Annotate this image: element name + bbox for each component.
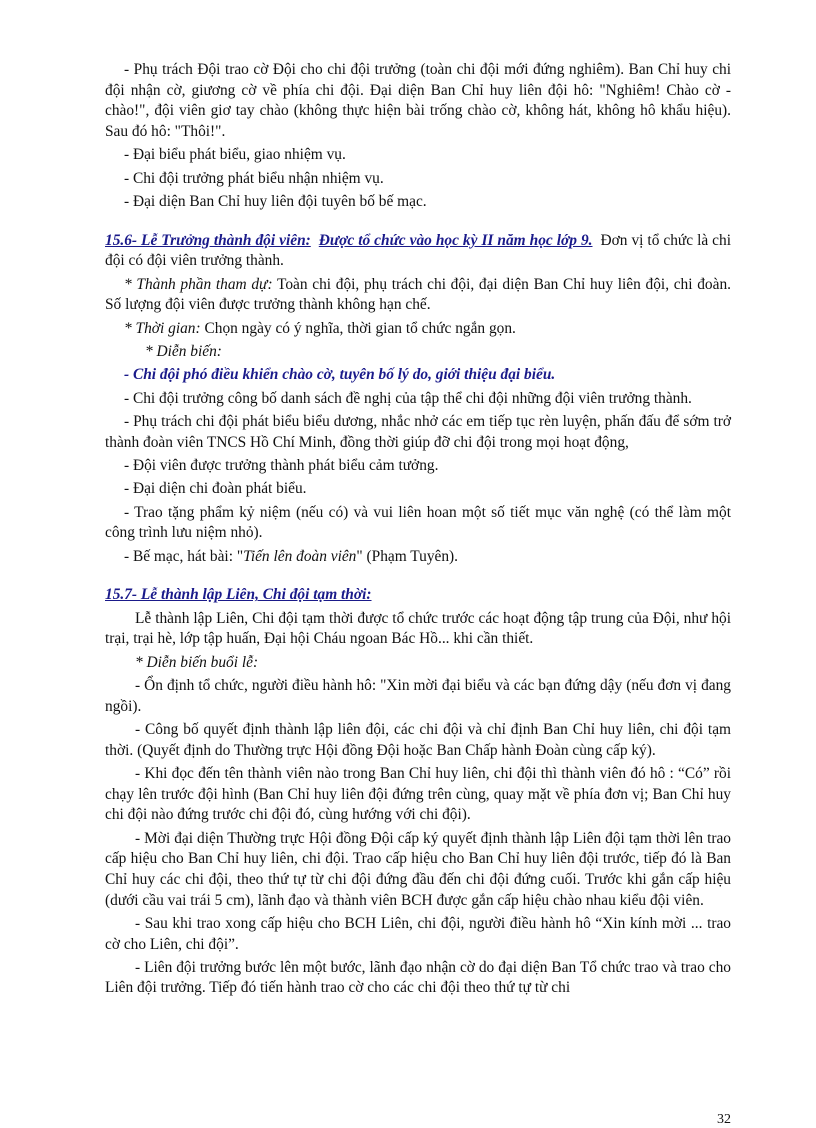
section-heading-15-6 <box>105 231 731 272</box>
paragraph: * Thời gian: Chọn ngày có ý nghĩa, thời gian tổ chức ngắn gọn. <box>124 319 516 337</box>
page-content <box>105 60 731 1002</box>
heading-title: 15.6- Lễ Trưởng thành đội viên: <box>105 231 311 249</box>
heading-title: 15.7- Lễ thành lập Liên, Chi đội tạm thời: <box>105 586 372 604</box>
paragraph: - Đại diện Ban Chỉ huy liên đội tuyên bố bế mạc. <box>124 192 427 210</box>
label-thanh-phan: * Thành phần tham dự: <box>124 275 273 293</box>
paragraph: Lễ thành lập Liên, Chi đội tạm thời được tổ chức trước các hoạt động tập trung của Đội, như hội trại, trại hè, lớp tập huấn, Đại hội Cháu ngoan Bác Hồ... khi cần thiết. <box>105 609 731 648</box>
paragraph-bold: - Chi đội phó điều khiển chào cờ, tuyên bố lý do, giới thiệu đại biểu. <box>124 366 556 384</box>
paragraph: - Đại biểu phát biểu, giao nhiệm vụ. <box>124 146 346 164</box>
paragraph: - Khi đọc đến tên thành viên nào trong Ban Chỉ huy liên, chi đội thì thành viên đó hô : “Có” rồi chạy lên trước đội hình (Ban Chỉ huy liên đội đứng trên cùng, quay mặt về phía đơn vị; Ban Chỉ huy chi đội nào đứng trước chi đội đó, cùng hướng với chi đội). <box>105 765 731 824</box>
label-dien-bien: * Diễn biến: <box>145 342 222 360</box>
song-title: Tiến lên đoàn viên <box>243 547 357 565</box>
paragraph: - Phụ trách chi đội phát biểu biểu dương, nhắc nhở các em tiếp tục rèn luyện, phấn đấu để sớm trở thành đoàn viên TNCS Hồ Chí Minh, đồng thời giúp đỡ chi đội trong mọi hoạt động, <box>105 413 731 451</box>
label-thoi-gian: * Thời gian: <box>124 319 201 337</box>
paragraph: - Công bố quyết định thành lập liên đội, các chi đội và chỉ định Ban Chỉ huy liên, chi đội tạm thời. (Quyết định do Thường trực Hội đồng Đội hoặc Ban Chấp hành Đoàn cùng cấp ký). <box>105 721 731 759</box>
paragraph: - Trao tặng phẩm kỷ niệm (nếu có) và vui liên hoan một số tiết mục văn nghệ (có thể làm một công trình lưu niệm nhỏ). <box>105 503 731 542</box>
paragraph: - Đại diện chi đoàn phát biểu. <box>124 480 307 498</box>
paragraph: - Đội viên được trưởng thành phát biểu cảm tưởng. <box>124 457 439 475</box>
paragraph: - Liên đội trưởng bước lên một bước, lãnh đạo nhận cờ do đại diện Ban Tổ chức trao và trao cho Liên đội trưởng. Tiếp đó tiến hành trao cờ cho các chi đội theo thứ tự từ chi <box>105 958 731 997</box>
paragraph: - Mời đại diện Thường trực Hội đồng Đội cấp ký quyết định thành lập Liên đội tạm thời lên trao cấp hiệu cho Ban Chỉ huy liên, chi đội. Trao cấp hiệu cho Ban Chỉ huy liên đội trước, tiếp đó là Ban Chỉ huy các chi đội, theo thứ tự từ chi đội đứng đầu đến chi đội đứng cuối. Trước khi gắn cấp hiệu (dưới cầu vai trái 5 cm), lãnh đạo và thành viên BCH được gắn cấp hiệu chào nhau kiểu đội viên. <box>105 829 731 909</box>
paragraph: * Thành phần tham dự: Toàn chi đội, phụ trách chi đội, đại diện Ban Chỉ huy liên đội, chi đoàn. Số lượng đội viên được trưởng thành không hạn chế. <box>105 275 731 314</box>
label-dien-bien-buoi-le: * Diễn biến buổi lễ: <box>135 653 259 671</box>
heading-subtitle: Được tổ chức vào học kỳ II năm học lớp 9. <box>318 231 593 249</box>
paragraph: - Ổn định tổ chức, người điều hành hô: "Xin mời đại biểu và các bạn đứng dậy (nếu đơn vị đang ngồi). <box>105 677 731 715</box>
paragraph: - Chi đội trưởng công bố danh sách đề nghị của tập thể chi đội những đội viên trưởng thành. <box>124 389 692 407</box>
page-number: 32 <box>717 1112 731 1127</box>
paragraph: - Bế mạc, hát bài: "Tiến lên đoàn viên" (Phạm Tuyên). <box>124 547 459 565</box>
paragraph: - Chi đội trưởng phát biểu nhận nhiệm vụ. <box>124 169 384 187</box>
section-heading-15-7 <box>105 585 731 606</box>
paragraph: - Phụ trách Đội trao cờ Đội cho chi đội trưởng (toàn chi đội mới đứng nghiêm). Ban Chỉ huy chi đội nhận cờ, giương cờ về phía chi đội. Đại diện Ban Chỉ huy liên đội hô: "Nghiêm! Chào cờ - chào!", đội viên giơ tay chào (không thực hiện bài trống chào cờ, không hát, không hô khẩu hiệu). Sau đó hô: "Thôi!". <box>105 61 731 140</box>
heading-rest: Đơn vị tổ chức là chi đội có đội viên trưởng thành. <box>105 231 731 270</box>
paragraph: - Sau khi trao xong cấp hiệu cho BCH Liên, chi đội, người điều hành hô “Xin kính mời ... trao cờ cho Liên, chi đội”. <box>105 914 731 953</box>
